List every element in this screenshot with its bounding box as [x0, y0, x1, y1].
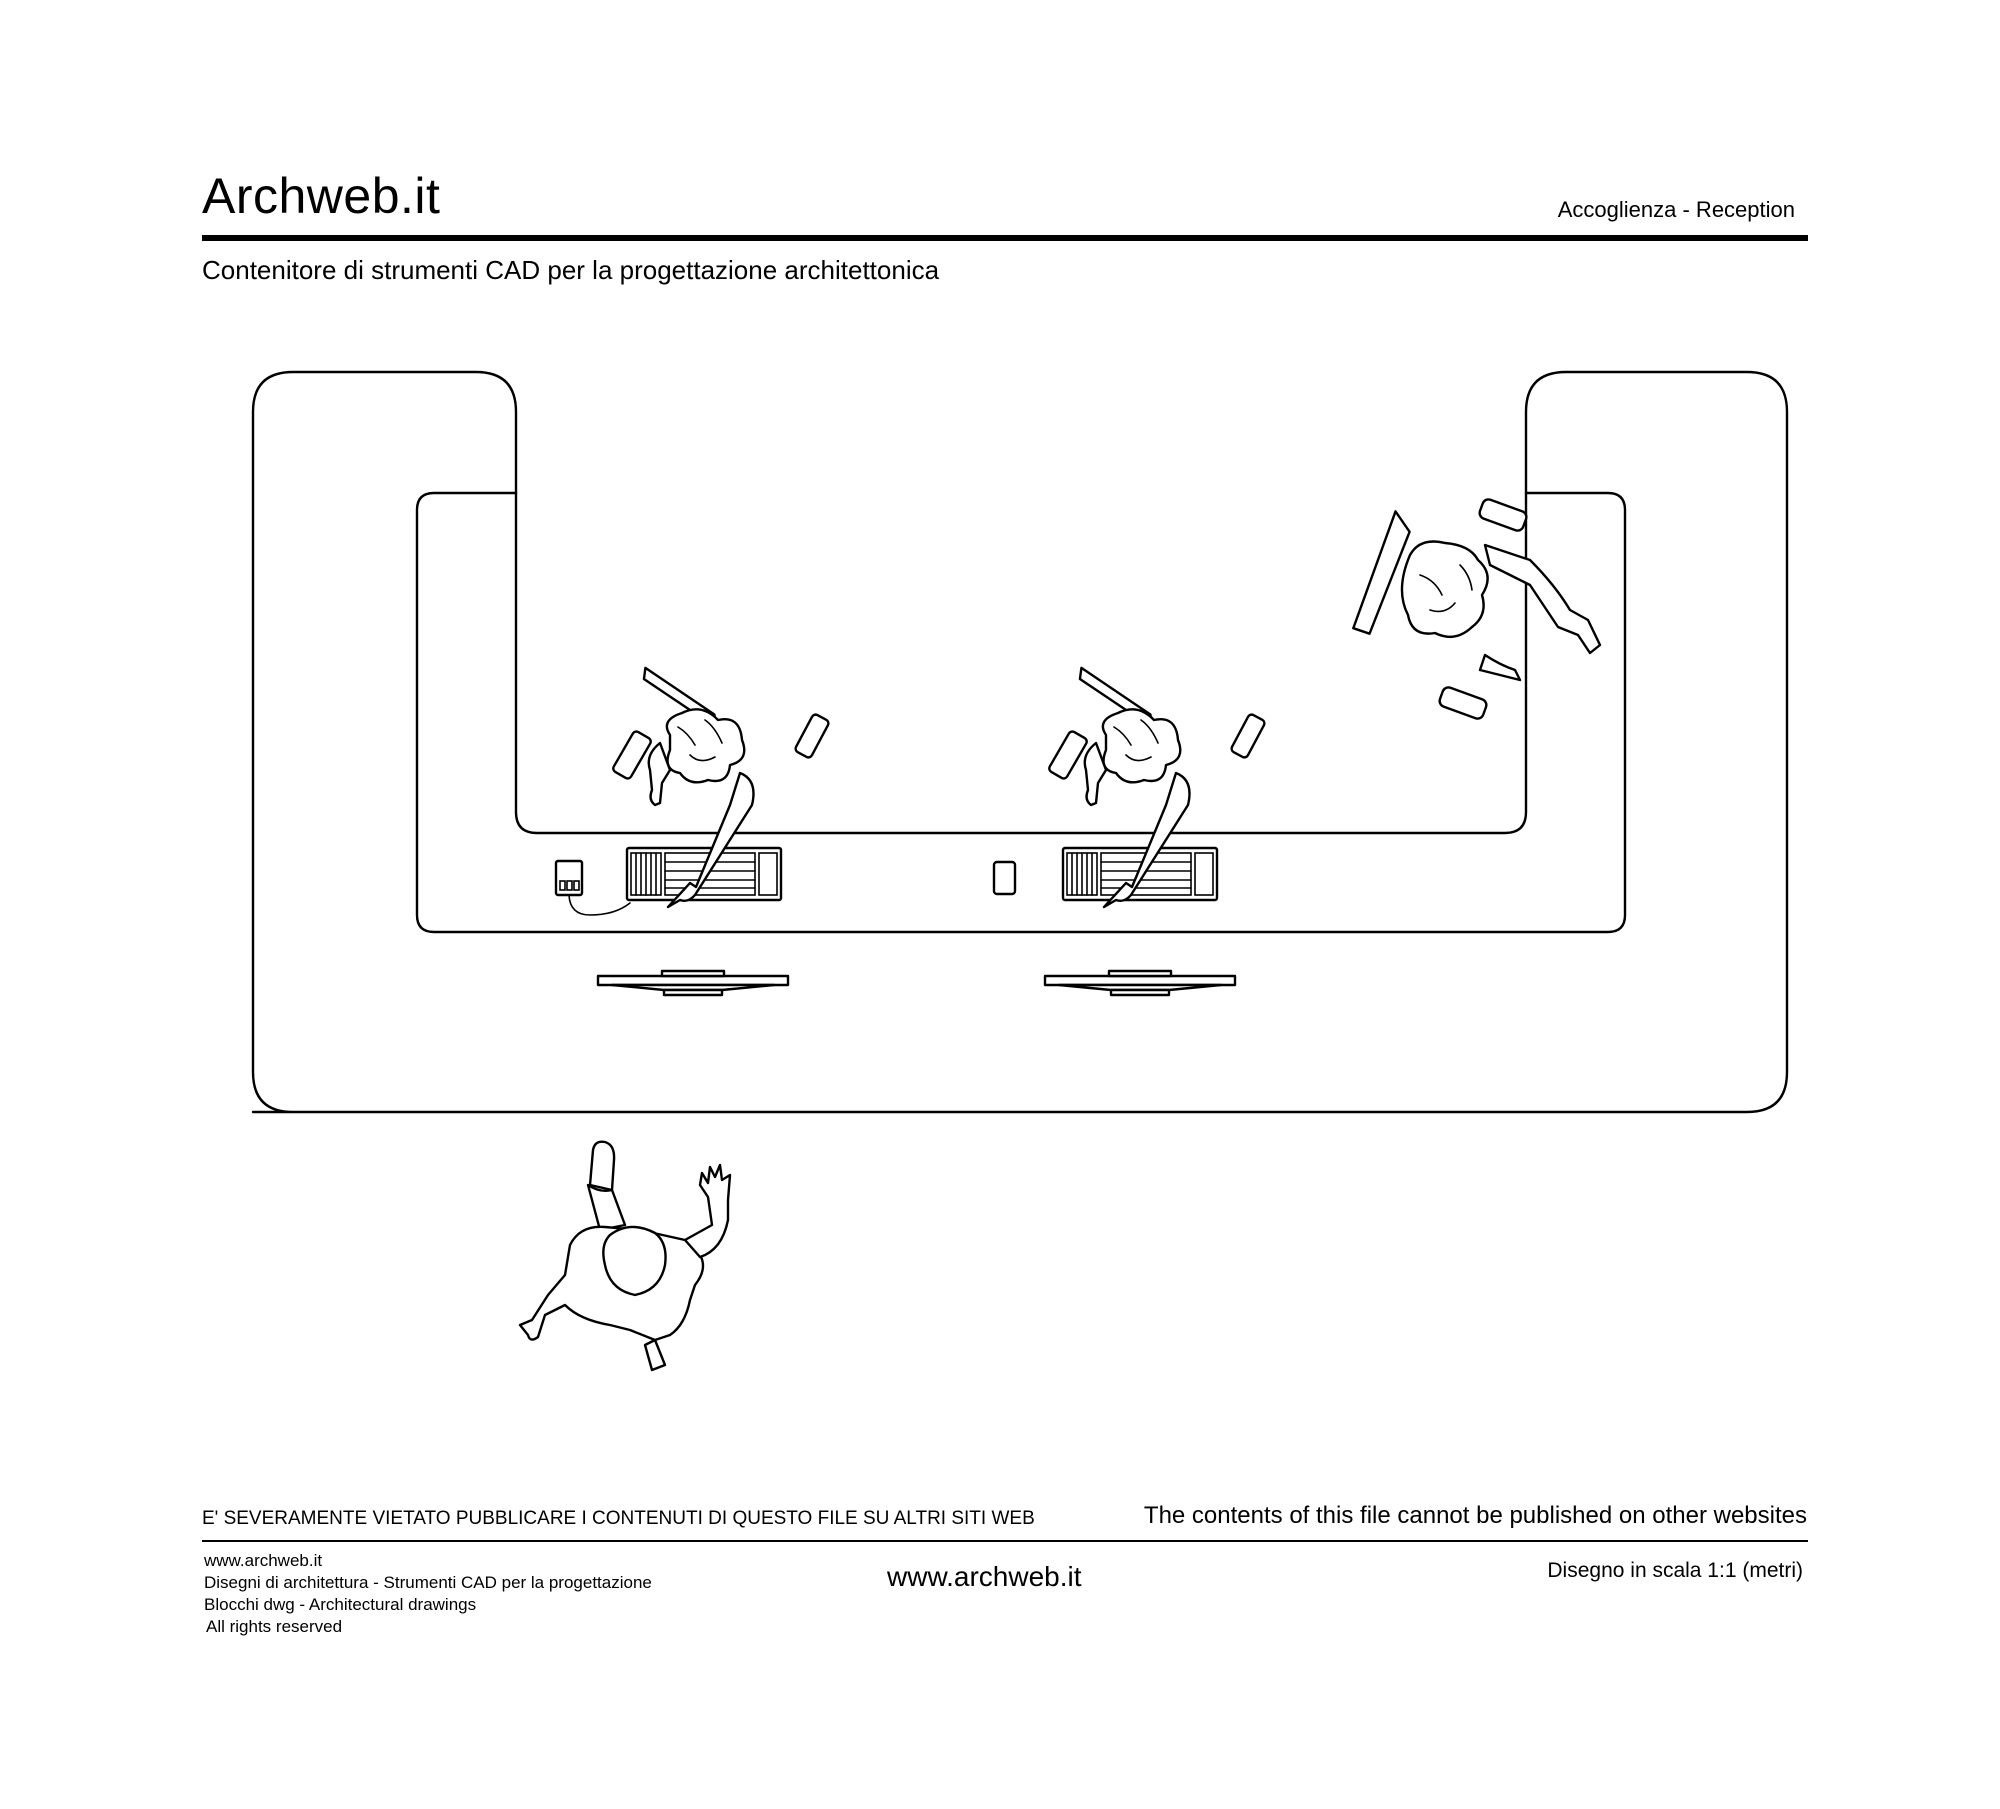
drawing-category: Accoglienza - Reception [1557, 197, 1795, 222]
telephone-icon [994, 862, 1015, 894]
telephone-icon [556, 861, 630, 915]
website-link[interactable]: www.archweb.it [887, 1561, 1082, 1592]
footer-line: www.archweb.it [204, 1551, 323, 1570]
copyright-notice-en: The contents of this file cannot be published on other websites [1143, 1502, 1807, 1529]
footer-rule [202, 1540, 1808, 1542]
footer-line: Blocchi dwg - Architectural drawings [204, 1595, 477, 1614]
standing-visitor-icon [520, 1142, 730, 1370]
brand-logo: Archweb.it [202, 168, 441, 224]
site-subtitle: Contenitore di strumenti CAD per la progettazione architettonica [202, 255, 940, 285]
monitor-icon [598, 971, 788, 995]
reception-desk-outline [253, 372, 1787, 1112]
footer-line: Disegni di architettura - Strumenti CAD per la progettazione [204, 1573, 652, 1592]
footer-line: All rights reserved [206, 1617, 343, 1636]
seated-receptionist-icon [1353, 498, 1600, 721]
monitor-icon [1045, 971, 1235, 995]
drawing-scale: Disegno in scala 1:1 (metri) [1547, 1559, 1803, 1582]
copyright-notice-it: E' SEVERAMENTE VIETATO PUBBLICARE I CONTENUTI DI QUESTO FILE SU ALTRI SITI WEB [202, 1508, 1035, 1529]
